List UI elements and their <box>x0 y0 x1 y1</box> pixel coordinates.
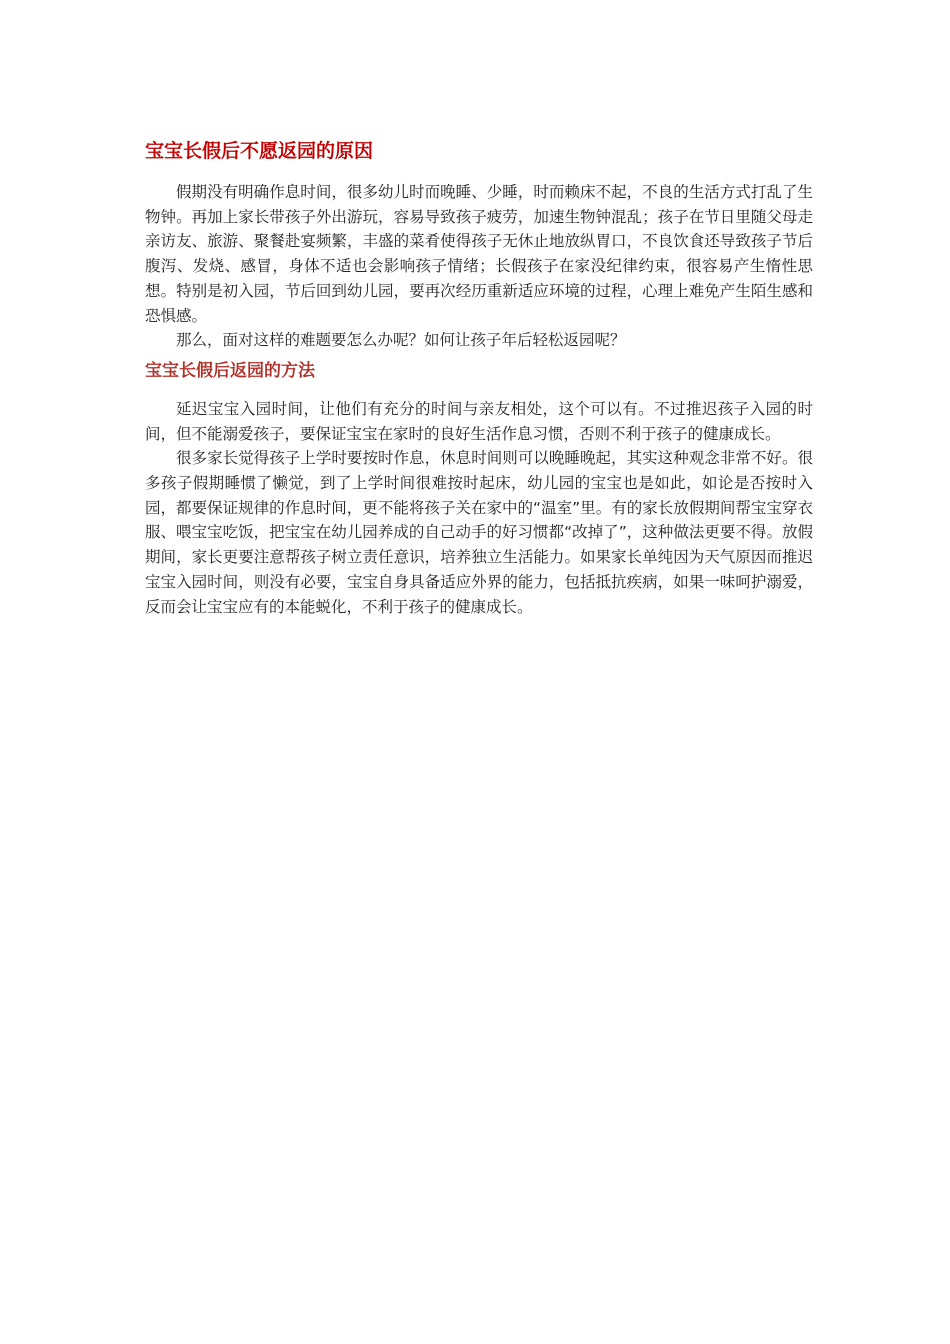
paragraph-question: 那么，面对这样的难题要怎么办呢？如何让孩子年后轻松返园呢？ <box>176 331 626 350</box>
paragraph-reasons: 假期没有明确作息时间，很多幼儿时而晚睡、少睡，时而赖床不起，不良的生活方式打乱了生物钟。再加上家长带孩子外出游玩，容易导致孩子疲劳，加速生物钟混乱；孩子在节日里随父母走亲访友、旅游、聚餐赴宴频繁，丰盛的菜肴使得孩子无休止地放纵胃口，不良饮食还导致孩子节后腹泻、发烧、感冒，身体不适也会影响孩子情绪；长假孩子在家没纪律约束，很容易产生惰性思想。特别是初入园，节后回到幼儿园，要再次经历重新适应环境的过程，心理上难免产生陌生感和恐惧感。 <box>145 183 813 325</box>
paragraph-method-routine: 很多家长觉得孩子上学时要按时作息，休息时间则可以晚睡晚起，其实这种观念非常不好。很多孩子假期睡惯了懒觉，到了上学时间很难按时起床，幼儿园的宝宝也是如此，如论是否按时入园，都要保证规律的作息时间，更不能将孩子关在家中的“温室”里。有的家长放假期间帮宝宝穿衣服、喂宝宝吃饭，把宝宝在幼儿园养成的自己动手的好习惯都“改掉了”，这种做法更要不得。放假期间，家长更要注意帮孩子树立责任意识，培养独立生活能力。如果家长单纯因为天气原因而推迟宝宝入园时间，则没有必要，宝宝自身具备适应外界的能力，包括抵抗疾病，如果一味呵护溺爱，反而会让宝宝应有的本能蜕化，不利于孩子的健康成长。 <box>145 449 813 616</box>
section-heading-methods: 宝宝长假后返园的方法 <box>145 360 315 381</box>
paragraph-method-delay: 延迟宝宝入园时间，让他们有充分的时间与亲友相处，这个可以有。不过推迟孩子入园的时间，但不能溺爱孩子，要保证宝宝在家时的良好生活作息习惯，否则不利于孩子的健康成长。 <box>145 399 813 443</box>
section-heading-reasons: 宝宝长假后不愿返园的原因 <box>145 140 374 162</box>
document-content <box>145 136 813 619</box>
